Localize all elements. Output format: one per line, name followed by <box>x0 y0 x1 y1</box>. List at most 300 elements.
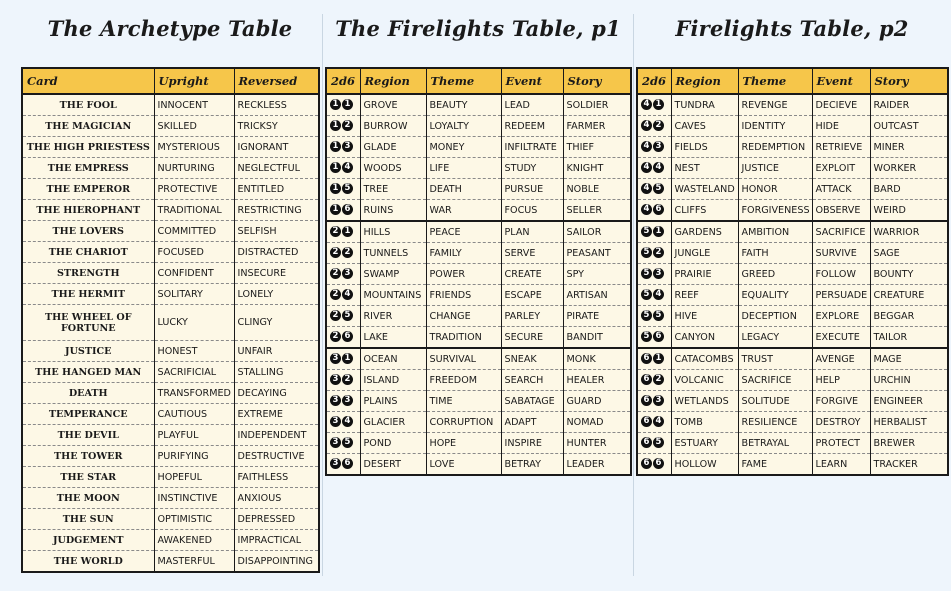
dice-roll-cell <box>326 179 360 200</box>
firelights_p1-header-theme: Theme <box>426 68 501 94</box>
firelights_p1-cell-story: SELLER <box>563 200 631 222</box>
firelights_p2-cell-event: AVENGE <box>812 348 870 370</box>
firelights_p1-cell-event: PURSUE <box>501 179 563 200</box>
die-face-icon: 2 <box>653 374 664 385</box>
table-row <box>22 404 319 425</box>
firelights_p1-cell-region: LAKE <box>360 327 426 349</box>
die-face-icon: 3 <box>653 395 664 406</box>
archetype-cell-upright: AWAKENED <box>154 530 234 551</box>
die-face-icon: 4 <box>342 416 353 427</box>
table-row <box>22 383 319 404</box>
die-face-icon: 1 <box>653 99 664 110</box>
table-row <box>22 530 319 551</box>
firelights_p2-cell-story: OUTCAST <box>870 116 948 137</box>
firelights_p2-cell-event: HIDE <box>812 116 870 137</box>
firelights_p2-cell-event: SACRIFICE <box>812 221 870 243</box>
firelights_p1-cell-event: STUDY <box>501 158 563 179</box>
firelights_p2-cell-theme: BETRAYAL <box>738 433 812 454</box>
archetype-table <box>21 67 320 573</box>
firelights_p1-cell-event: INSPIRE <box>501 433 563 454</box>
archetype-cell-reversed: DISAPPOINTING <box>237 555 313 567</box>
firelights_p1-cell-event: CREATE <box>501 264 563 285</box>
dice-roll-cell <box>637 306 671 327</box>
die-face-icon: 4 <box>342 162 353 173</box>
firelights_p2-cell-theme: HONOR <box>738 179 812 200</box>
dice-roll-cell <box>637 327 671 349</box>
die-face-icon: 3 <box>330 374 341 385</box>
archetype-cell-card: THE MAGICIAN <box>22 116 154 137</box>
firelights_p1-cell-story: KNIGHT <box>563 158 631 179</box>
archetype-cell-upright: SOLITARY <box>154 284 234 305</box>
firelights_p2-cell-event: HELP <box>812 370 870 391</box>
firelights_p2-cell-story: ENGINEER <box>870 391 948 412</box>
dice-roll-cell <box>637 348 671 370</box>
archetype-cell-upright: INNOCENT <box>154 94 234 116</box>
firelights_p2-cell-story: WARRIOR <box>870 221 948 243</box>
table-row <box>22 362 319 383</box>
die-face-icon: 4 <box>641 120 652 131</box>
firelights_p2-cell-event: ATTACK <box>812 179 870 200</box>
archetype-header-reversed: Reversed <box>234 68 319 94</box>
firelights_p2-cell-event: OBSERVE <box>812 200 870 222</box>
firelights_p2-cell-event: FOLLOW <box>812 264 870 285</box>
firelights_p2-cell-theme: FAME <box>738 454 812 476</box>
die-face-icon: 5 <box>641 247 652 258</box>
firelights_p2-cell-story: RAIDER <box>870 94 948 116</box>
firelights_p1-cell-theme: BEAUTY <box>426 94 501 116</box>
firelights_p2-header-event: Event <box>812 68 870 94</box>
die-face-icon: 6 <box>641 437 652 448</box>
firelights_p2-cell-theme: EQUALITY <box>738 285 812 306</box>
firelights_p1-cell-theme: CHANGE <box>426 306 501 327</box>
archetype-cell-card: THE EMPRESS <box>22 158 154 179</box>
firelights_p1-cell-story: HEALER <box>563 370 631 391</box>
dice-roll-cell <box>326 433 360 454</box>
archetype-cell-card: THE MOON <box>22 488 154 509</box>
dice-roll-cell <box>326 412 360 433</box>
firelights_p2-cell-event: PERSUADE <box>812 285 870 306</box>
firelights_p2-cell-event: DECIEVE <box>812 94 870 116</box>
firelights_p2-cell-region: HOLLOW <box>671 454 738 476</box>
firelights_p1-cell-story: FARMER <box>563 116 631 137</box>
firelights-p2-table <box>636 67 949 476</box>
firelights_p1-cell-region: MOUNTAINS <box>360 285 426 306</box>
firelights_p1-cell-region: SWAMP <box>360 264 426 285</box>
archetype-cell-card: THE EMPEROR <box>22 179 154 200</box>
dice-roll-cell <box>637 391 671 412</box>
firelights_p1-cell-story: ARTISAN <box>563 285 631 306</box>
die-face-icon: 2 <box>342 374 353 385</box>
firelights_p2-cell-theme: LEGACY <box>738 327 812 349</box>
die-face-icon: 4 <box>641 204 652 215</box>
die-face-icon: 6 <box>342 204 353 215</box>
firelights_p1-cell-theme: DEATH <box>426 179 501 200</box>
die-face-icon: 2 <box>330 310 341 321</box>
dice-roll-cell <box>326 137 360 158</box>
archetype-cell-reversed: DESTRUCTIVE <box>234 446 319 467</box>
die-face-icon: 6 <box>653 458 664 469</box>
firelights_p1-cell-event: PLAN <box>501 221 563 243</box>
firelights_p2-cell-theme: SOLITUDE <box>738 391 812 412</box>
firelights_p2-cell-story: BREWER <box>870 433 948 454</box>
firelights_p1-cell-story: MONK <box>563 348 631 370</box>
die-face-icon: 3 <box>330 395 341 406</box>
archetype-cell-upright: CAUTIOUS <box>154 404 234 425</box>
firelights_p2-cell-story: MAGE <box>870 348 948 370</box>
firelights_p2-cell-theme: TRUST <box>738 348 812 370</box>
archetype-cell-reversed: UNFAIR <box>234 341 319 362</box>
dice-roll-cell <box>326 158 360 179</box>
firelights_p1-cell-event: SNEAK <box>501 348 563 370</box>
archetype-cell-upright: PLAYFUL <box>154 425 234 446</box>
die-face-icon: 5 <box>641 310 652 321</box>
archetype-cell-card: THE TOWER <box>22 446 154 467</box>
die-face-icon: 6 <box>653 204 664 215</box>
archetype-cell-reversed: RESTRICTING <box>234 200 319 221</box>
die-face-icon: 1 <box>342 226 353 237</box>
firelights_p1-cell-story: PEASANT <box>563 243 631 264</box>
firelights_p1-cell-theme: FAMILY <box>426 243 501 264</box>
archetype-header-row <box>22 68 319 94</box>
table-row <box>326 454 631 476</box>
archetype-cell-upright: SACRIFICIAL <box>154 362 234 383</box>
archetype-cell-reversed: SELFISH <box>234 221 319 242</box>
die-face-icon: 5 <box>342 310 353 321</box>
firelights_p1-cell-story: GUARD <box>563 391 631 412</box>
firelights_p2-cell-region: HIVE <box>671 306 738 327</box>
die-face-icon: 5 <box>653 437 664 448</box>
firelights_p2-cell-story: HERBALIST <box>870 412 948 433</box>
archetype-cell-card: THE CHARIOT <box>22 242 154 263</box>
firelights_p2-cell-story: BOUNTY <box>870 264 948 285</box>
firelights_p1-cell-event: INFILTRATE <box>501 137 563 158</box>
die-face-icon: 2 <box>653 247 664 258</box>
firelights_p2-cell-region: GARDENS <box>671 221 738 243</box>
table-row <box>637 285 948 306</box>
archetype-cell-reversed: INSECURE <box>234 263 319 284</box>
table-row <box>22 179 319 200</box>
firelights_p1-cell-region: BURROW <box>360 116 426 137</box>
table-row <box>326 391 631 412</box>
firelights_p1-cell-theme: PEACE <box>426 221 501 243</box>
firelights_p1-cell-event: SECURE <box>501 327 563 349</box>
dice-roll-cell <box>637 94 671 116</box>
firelights_p1-cell-region: GLADE <box>360 137 426 158</box>
die-face-icon: 3 <box>330 416 341 427</box>
firelights_p2-cell-theme: DECEPTION <box>738 306 812 327</box>
archetype-cell-upright: LUCKY <box>154 305 234 341</box>
table-row <box>22 116 319 137</box>
die-face-icon: 1 <box>330 141 341 152</box>
die-face-icon: 4 <box>641 99 652 110</box>
firelights_p1-cell-event: LEAD <box>501 94 563 116</box>
firelights_p2-cell-region: CANYON <box>671 327 738 349</box>
firelights_p1-cell-story: SAILOR <box>563 221 631 243</box>
firelights_p1-cell-theme: LIFE <box>426 158 501 179</box>
dice-roll-cell <box>637 137 671 158</box>
archetype-cell-card: STRENGTH <box>22 263 154 284</box>
firelights_p1-cell-event: SERVE <box>501 243 563 264</box>
archetype-cell-upright: TRADITIONAL <box>154 200 234 221</box>
firelights_p1-cell-story: BANDIT <box>563 327 631 349</box>
firelights_p2-cell-theme: REDEMPTION <box>738 137 812 158</box>
dice-roll-cell <box>637 158 671 179</box>
firelights_p1-cell-region: TUNNELS <box>360 243 426 264</box>
firelights_p1-cell-region: PLAINS <box>360 391 426 412</box>
die-face-icon: 5 <box>342 437 353 448</box>
firelights_p1-cell-event: FOCUS <box>501 200 563 222</box>
archetype-cell-reversed: INDEPENDENT <box>234 425 319 446</box>
firelights_p2-header-2d6: 2d6 <box>637 68 671 94</box>
archetype-cell-reversed: STALLING <box>234 362 319 383</box>
archetype-table-title: The Archetype Table <box>47 16 293 41</box>
die-face-icon: 3 <box>653 141 664 152</box>
die-face-icon: 6 <box>641 353 652 364</box>
firelights_p2-cell-event: EXPLORE <box>812 306 870 327</box>
firelights_p2-cell-region: NEST <box>671 158 738 179</box>
table-row <box>22 551 319 573</box>
die-face-icon: 5 <box>342 183 353 194</box>
firelights_p2-cell-story: WEIRD <box>870 200 948 222</box>
archetype-cell-reversed: EXTREME <box>234 404 319 425</box>
table-row <box>637 454 948 476</box>
archetype-cell-reversed: DISTRACTED <box>234 242 319 263</box>
dice-roll-cell <box>326 200 360 222</box>
archetype-cell-card: JUDGEMENT <box>22 530 154 551</box>
firelights_p1-cell-region: RIVER <box>360 306 426 327</box>
firelights_p2-cell-region: TUNDRA <box>671 94 738 116</box>
table-row <box>637 243 948 264</box>
archetype-cell-upright: CONFIDENT <box>154 263 234 284</box>
archetype-cell-upright: NURTURING <box>154 158 234 179</box>
dice-roll-cell <box>326 243 360 264</box>
firelights_p1-cell-event: PARLEY <box>501 306 563 327</box>
firelights_p2-cell-event: DESTROY <box>812 412 870 433</box>
table-row <box>326 433 631 454</box>
archetype-cell-card: THE HIGH PRIESTESS <box>22 137 154 158</box>
firelights_p2-cell-event: EXECUTE <box>812 327 870 349</box>
die-face-icon: 4 <box>641 183 652 194</box>
archetype-cell-card: THE WORLD <box>22 551 154 573</box>
archetype-cell-card: THE LOVERS <box>22 221 154 242</box>
firelights_p2-cell-story: MINER <box>870 137 948 158</box>
die-face-icon: 2 <box>653 120 664 131</box>
firelights_p1-cell-theme: TIME <box>426 391 501 412</box>
firelights_p1-cell-event: BETRAY <box>501 454 563 476</box>
table-row <box>326 221 631 243</box>
firelights_p1-cell-region: WOODS <box>360 158 426 179</box>
firelights_p1-cell-region: GROVE <box>360 94 426 116</box>
table-row <box>22 263 319 284</box>
firelights_p1-cell-theme: FRIENDS <box>426 285 501 306</box>
table-row <box>326 370 631 391</box>
firelights_p1-header-event: Event <box>501 68 563 94</box>
dice-roll-cell <box>326 454 360 476</box>
firelights_p2-cell-region: CAVES <box>671 116 738 137</box>
firelights_p1-cell-theme: SURVIVAL <box>426 348 501 370</box>
die-face-icon: 4 <box>641 162 652 173</box>
column-divider-right <box>633 14 634 576</box>
dice-roll-cell <box>637 370 671 391</box>
dice-roll-cell <box>326 370 360 391</box>
die-face-icon: 5 <box>653 183 664 194</box>
die-face-icon: 4 <box>641 141 652 152</box>
table-row <box>326 137 631 158</box>
dice-roll-cell <box>637 285 671 306</box>
archetype-cell-reversed: DECAYING <box>234 383 319 404</box>
die-face-icon: 3 <box>342 395 353 406</box>
firelights_p2-cell-story: URCHIN <box>870 370 948 391</box>
firelights_p2-cell-story: TRACKER <box>873 458 918 470</box>
table-row <box>326 264 631 285</box>
firelights_p2-cell-theme: REVENGE <box>738 94 812 116</box>
table-row <box>326 285 631 306</box>
firelights-p1-title: The Firelights Table, p1 <box>335 16 621 41</box>
die-face-icon: 1 <box>330 120 341 131</box>
dice-roll-cell <box>637 221 671 243</box>
firelights_p2-cell-region: VOLCANIC <box>671 370 738 391</box>
table-row <box>22 425 319 446</box>
table-row <box>637 200 948 222</box>
firelights_p1-cell-story: THIEF <box>563 137 631 158</box>
firelights_p2-cell-story: BARD <box>870 179 948 200</box>
archetype-cell-card: THE STAR <box>22 467 154 488</box>
firelights_p2-cell-story: TAILOR <box>870 327 948 349</box>
die-face-icon: 4 <box>653 416 664 427</box>
firelights_p2-cell-region: WASTELAND <box>671 179 738 200</box>
table-row <box>637 306 948 327</box>
firelights_p1-cell-theme: MONEY <box>426 137 501 158</box>
firelights_p1-cell-story: LEADER <box>566 458 605 470</box>
archetype-cell-upright: PURIFYING <box>154 446 234 467</box>
archetype-cell-upright: MASTERFUL <box>154 551 234 573</box>
die-face-icon: 5 <box>641 268 652 279</box>
table-row <box>326 412 631 433</box>
die-face-icon: 1 <box>330 183 341 194</box>
firelights_p1-cell-region: GLACIER <box>360 412 426 433</box>
die-face-icon: 5 <box>641 331 652 342</box>
die-face-icon: 6 <box>641 374 652 385</box>
archetype-cell-card: THE HERMIT <box>22 284 154 305</box>
dice-roll-cell <box>326 391 360 412</box>
dice-roll-cell <box>326 221 360 243</box>
firelights_p1-cell-story: NOBLE <box>563 179 631 200</box>
dice-roll-cell <box>637 433 671 454</box>
table-row <box>637 348 948 370</box>
table-row <box>326 116 631 137</box>
firelights_p2-header-region: Region <box>671 68 738 94</box>
archetype-cell-card: TEMPERANCE <box>22 404 154 425</box>
firelights_p1-cell-region: DESERT <box>360 454 426 476</box>
archetype-cell-upright: FOCUSED <box>154 242 234 263</box>
archetype-cell-reversed: RECKLESS <box>234 94 319 116</box>
firelights_p1-cell-region: OCEAN <box>360 348 426 370</box>
firelights_p2-cell-region: ESTUARY <box>671 433 738 454</box>
archetype-cell-card: THE HANGED MAN <box>22 362 154 383</box>
firelights_p2-cell-event: PROTECT <box>812 433 870 454</box>
die-face-icon: 3 <box>653 268 664 279</box>
archetype-cell-upright: PROTECTIVE <box>154 179 234 200</box>
die-face-icon: 3 <box>342 268 353 279</box>
archetype-cell-reversed: ANXIOUS <box>234 488 319 509</box>
table-row <box>22 305 319 341</box>
archetype-cell-reversed: LONELY <box>234 284 319 305</box>
firelights-p2-header-row <box>637 68 948 94</box>
archetype-cell-reversed: IMPRACTICAL <box>234 530 319 551</box>
die-face-icon: 2 <box>342 120 353 131</box>
dice-roll-cell <box>326 348 360 370</box>
die-face-icon: 6 <box>342 331 353 342</box>
firelights_p2-cell-region: JUNGLE <box>671 243 738 264</box>
firelights_p2-cell-region: PRAIRIE <box>671 264 738 285</box>
firelights-p1-table <box>325 67 632 476</box>
dice-roll-cell <box>637 243 671 264</box>
firelights_p1-cell-story: SOLDIER <box>563 94 631 116</box>
firelights_p2-cell-theme: SACRIFICE <box>738 370 812 391</box>
archetype-cell-reversed: TRICKSY <box>234 116 319 137</box>
table-row <box>326 243 631 264</box>
firelights_p1-cell-story: PIRATE <box>563 306 631 327</box>
firelights_p2-cell-region: TOMB <box>671 412 738 433</box>
firelights_p1-header-region: Region <box>360 68 426 94</box>
table-row <box>22 284 319 305</box>
firelights_p1-cell-region: ISLAND <box>360 370 426 391</box>
archetype-cell-reversed: NEGLECTFUL <box>234 158 319 179</box>
firelights_p1-cell-region: TREE <box>360 179 426 200</box>
archetype-cell-card: THE DEVIL <box>22 425 154 446</box>
die-face-icon: 2 <box>330 226 341 237</box>
archetype-cell-card: THE HIEROPHANT <box>22 200 154 221</box>
firelights_p2-cell-theme: JUSTICE <box>738 158 812 179</box>
table-row <box>637 370 948 391</box>
archetype-cell-upright: INSTINCTIVE <box>154 488 234 509</box>
table-row <box>637 94 948 116</box>
die-face-icon: 1 <box>330 99 341 110</box>
firelights_p2-cell-region: CATACOMBS <box>671 348 738 370</box>
dice-roll-cell <box>326 264 360 285</box>
firelights_p2-header-story: Story <box>870 68 948 94</box>
table-row <box>637 412 948 433</box>
firelights_p1-cell-region: HILLS <box>360 221 426 243</box>
die-face-icon: 3 <box>330 353 341 364</box>
dice-roll-cell <box>637 264 671 285</box>
firelights_p1-cell-story: NOMAD <box>563 412 631 433</box>
table-row <box>326 94 631 116</box>
table-row <box>22 221 319 242</box>
firelights_p2-cell-event: RETRIEVE <box>812 137 870 158</box>
table-row <box>637 137 948 158</box>
firelights_p1-cell-event: SABATAGE <box>501 391 563 412</box>
table-row <box>326 179 631 200</box>
table-row <box>637 264 948 285</box>
firelights_p2-cell-theme: FAITH <box>738 243 812 264</box>
table-row <box>326 306 631 327</box>
dice-roll-cell <box>637 116 671 137</box>
table-row <box>22 446 319 467</box>
table-row <box>637 116 948 137</box>
table-row <box>22 488 319 509</box>
firelights_p1-cell-event: SEARCH <box>501 370 563 391</box>
firelights_p2-header-theme: Theme <box>738 68 812 94</box>
dice-roll-cell <box>637 179 671 200</box>
table-row <box>637 391 948 412</box>
firelights_p2-cell-region: FIELDS <box>671 137 738 158</box>
die-face-icon: 6 <box>641 395 652 406</box>
die-face-icon: 6 <box>653 331 664 342</box>
archetype-cell-card: JUSTICE <box>22 341 154 362</box>
column-divider-left <box>322 14 323 576</box>
die-face-icon: 2 <box>330 289 341 300</box>
